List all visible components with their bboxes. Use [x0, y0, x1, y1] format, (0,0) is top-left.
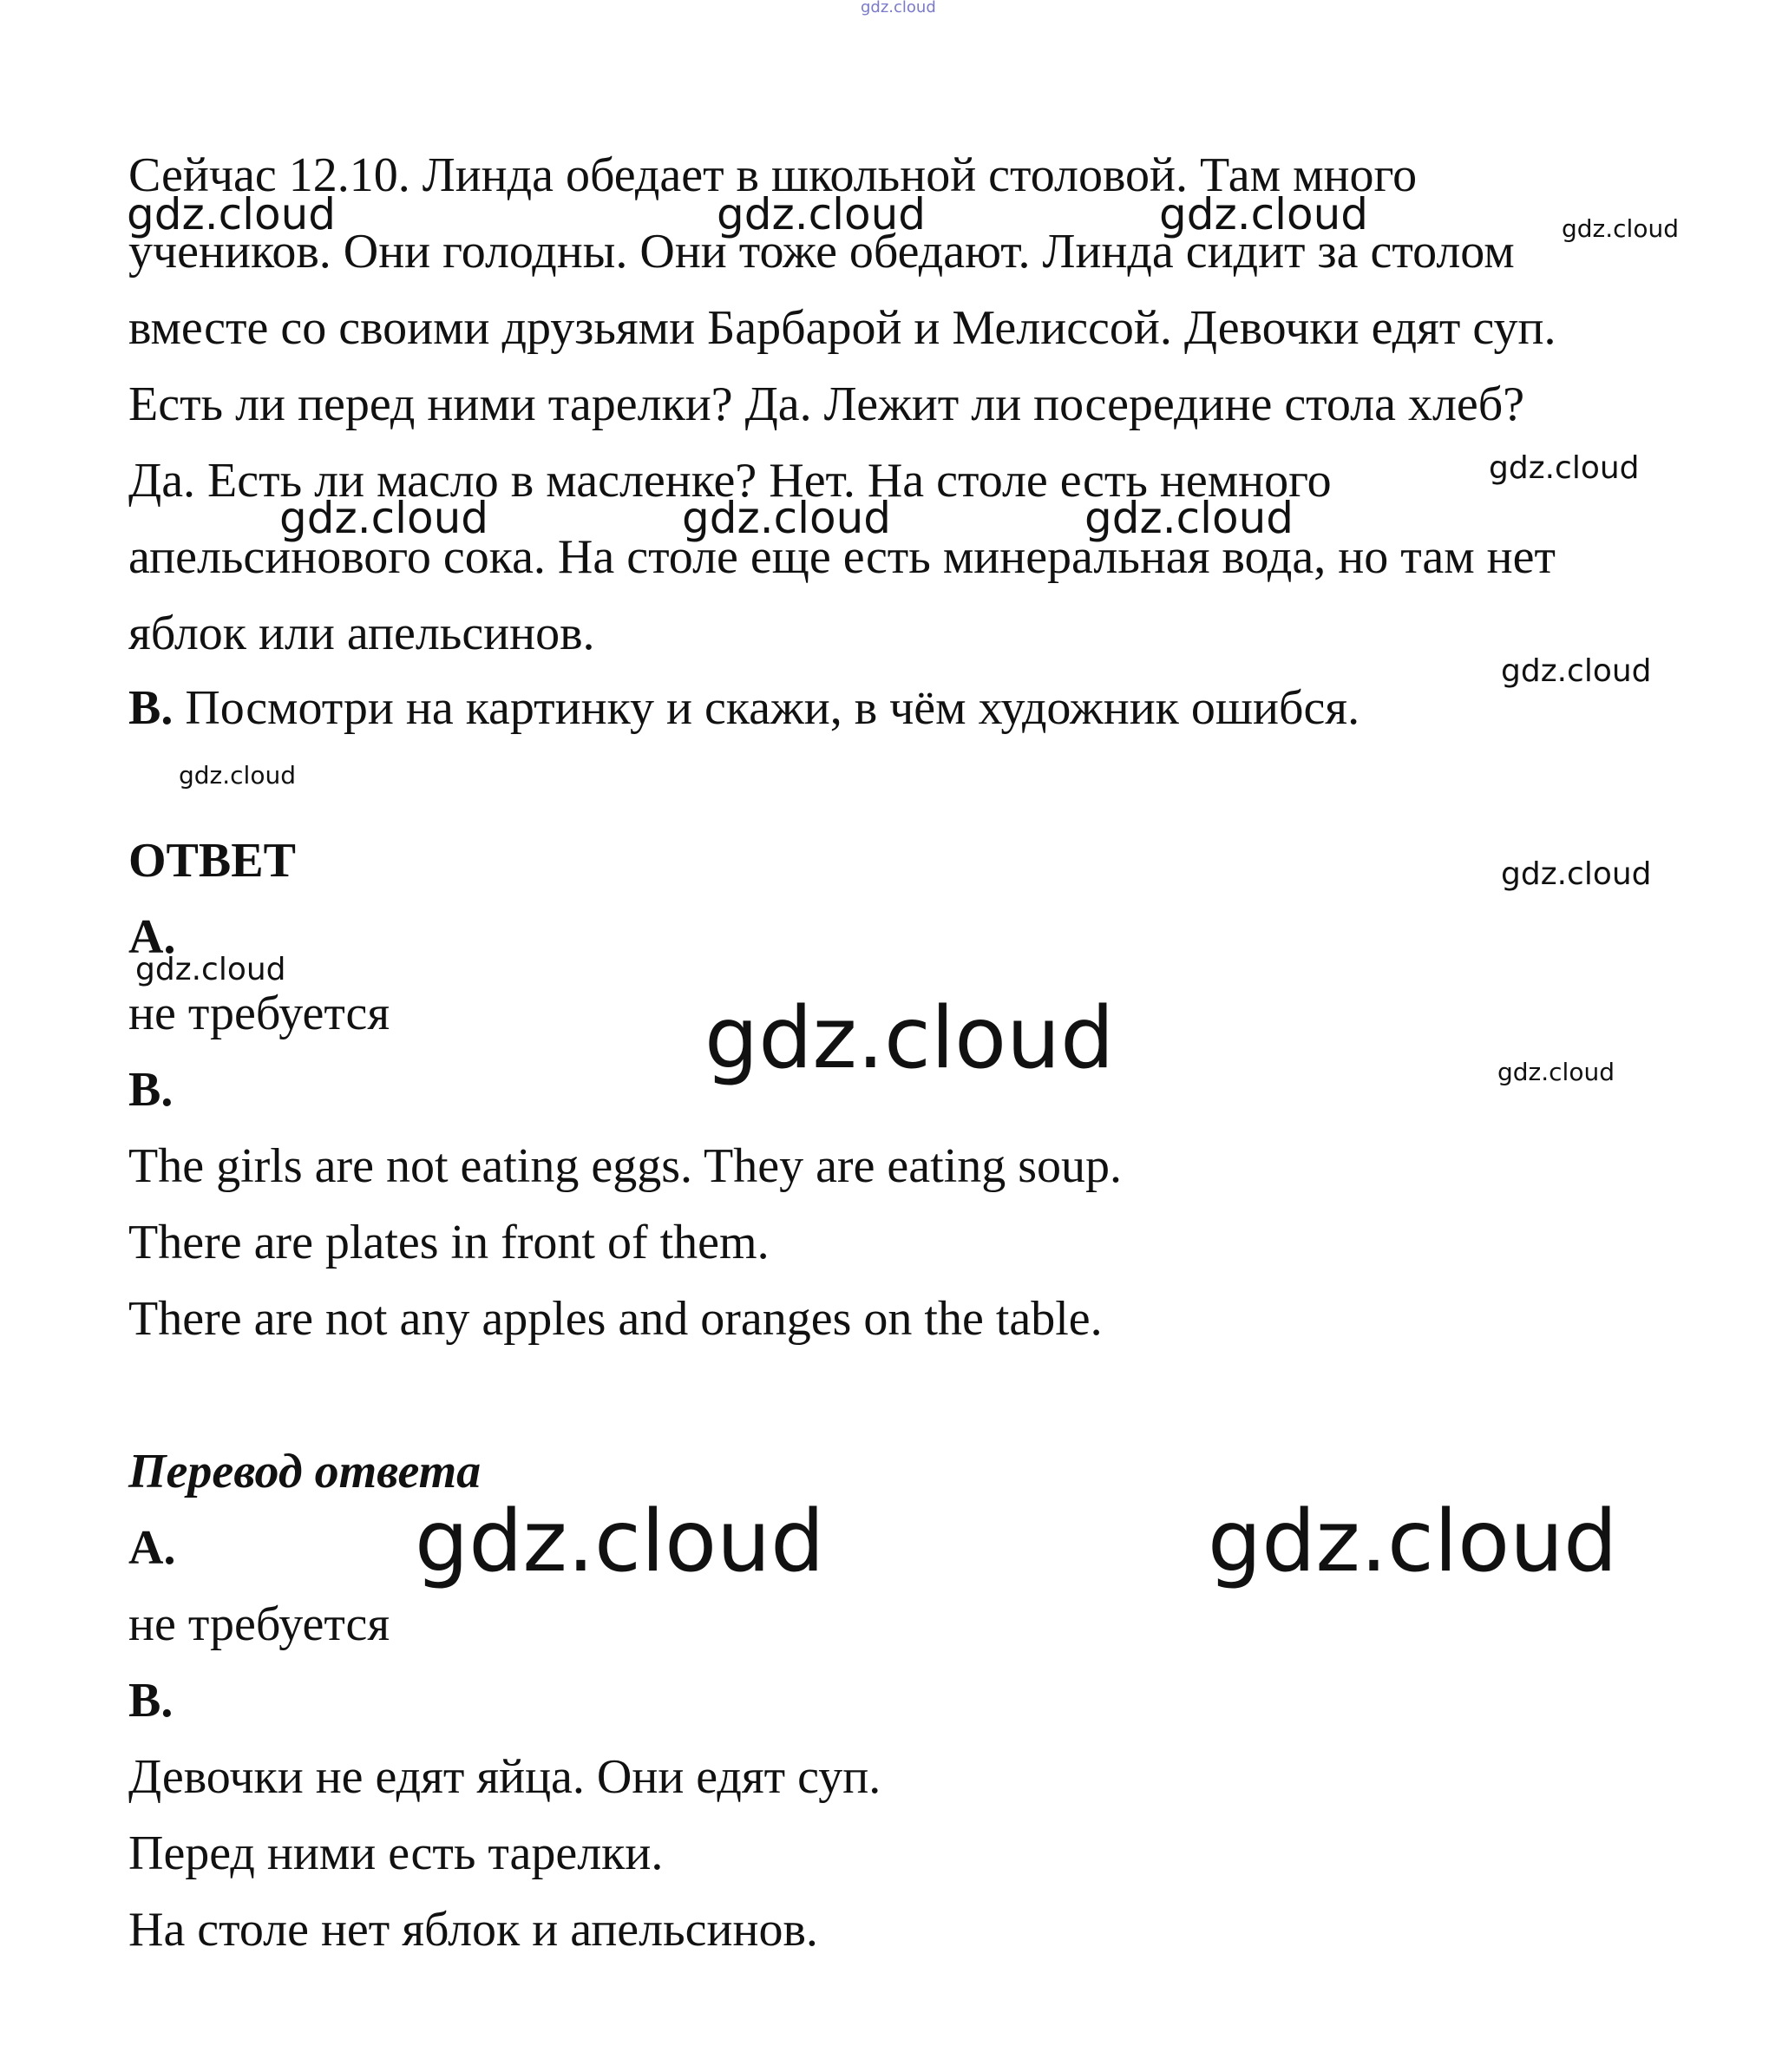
watermark: gdz.cloud — [861, 0, 936, 16]
watermark: gdz.cloud — [1084, 493, 1294, 543]
answer-b-label: B. — [128, 1063, 174, 1117]
answer-b-line: There are not any apples and oranges on the table. — [128, 1292, 1103, 1346]
watermark: gdz.cloud — [1159, 189, 1369, 239]
translation-heading: Перевод ответа — [128, 1445, 482, 1498]
answer-a-label: A. — [128, 910, 176, 964]
task-b-text: Посмотри на картинку и скажи, в чём художник ошибся. — [173, 681, 1360, 735]
task-b — [128, 680, 1360, 736]
watermark: gdz.cloud — [704, 989, 1115, 1088]
translation-b-label: B. — [128, 1674, 174, 1728]
watermark: gdz.cloud — [179, 761, 296, 790]
translation-b-line: Девочки не едят яйца. Они едят суп. — [128, 1750, 881, 1804]
question-line: вместе со своими друзьями Барбарой и Мелиссой. Девочки едят суп. — [128, 301, 1556, 355]
answer-b-line: The girls are not eating eggs. They are eating soup. — [128, 1139, 1123, 1193]
watermark: gdz.cloud — [1501, 856, 1652, 892]
question-line: Сейчас 12.10. Линда обедает в школьной столовой. Там много — [128, 148, 1418, 202]
watermark: gdz.cloud — [1497, 1058, 1615, 1086]
question-line: яблок или апельсинов. — [128, 607, 595, 660]
answer-a-text: не требуется — [128, 987, 390, 1040]
watermark: gdz.cloud — [135, 952, 286, 987]
translation-b-line: Перед ними есть тарелки. — [128, 1826, 664, 1880]
question-line: Есть ли перед ними тарелки? Да. Лежит ли посередине стола хлеб? — [128, 377, 1525, 431]
translation-a-text: не требуется — [128, 1597, 390, 1651]
watermark: gdz.cloud — [1562, 214, 1679, 243]
task-b-label: B. — [128, 681, 174, 735]
question-line: Да. Есть ли масло в масленке? Нет. На столе есть немного — [128, 454, 1332, 508]
translation-b-line: На столе нет яблок и апельсинов. — [128, 1903, 818, 1957]
answer-b-line: There are plates in front of them. — [128, 1216, 770, 1269]
watermark: gdz.cloud — [1501, 653, 1652, 689]
watermark: gdz.cloud — [682, 493, 892, 543]
question-line: апельсинового сока. На столе еще есть минеральная вода, но там нет — [128, 530, 1556, 584]
translation-a-label: A. — [128, 1521, 176, 1575]
watermark: gdz.cloud — [1489, 450, 1640, 486]
answer-heading: ОТВЕТ — [128, 834, 296, 888]
watermark: gdz.cloud — [717, 189, 927, 239]
question-line: учеников. Они голодны. Они тоже обедают. Линда сидит за столом — [128, 225, 1515, 279]
watermark: gdz.cloud — [415, 1492, 825, 1591]
watermark: gdz.cloud — [279, 493, 489, 543]
watermark: gdz.cloud — [127, 189, 337, 239]
watermark: gdz.cloud — [1208, 1492, 1618, 1591]
